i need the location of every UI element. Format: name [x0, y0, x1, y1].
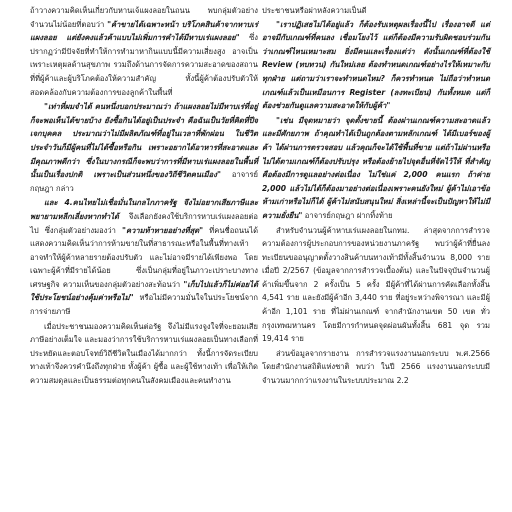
paragraph [262, 347, 490, 388]
paragraph [262, 18, 490, 113]
paragraph [30, 100, 258, 195]
paragraph [30, 4, 258, 99]
paragraph-text: เมื่อประชาชนมองความคิดเห็นต่อรัฐ จึงไม่มีแรงจูงใจที่จะยอมเสียภาษีอย่างเต็มใจ และมองว่าการใช้บริการหาบเร่แผงลอยเป็นทางเลือกที่ประหยัดและตอบโจทย์วิถีชีวิตในเมืองได้มากกว่า ทั้งนี้การจัดระเบียบทางเท้าจึงควรคำนึงถึงทุกฝ่าย ทั้งผู้ค้า ผู้ซื้อ และผู้ใช้ทางเท้า เพื่อให้เกิดความสมดุลและเป็นธรรมต่อทุกคนในสังคมเมืองและคนทำงาน [30, 321, 258, 386]
quote-text: "ความท้าทายอย่างที่สุด" [122, 225, 204, 235]
paragraph-text: ประชาชนหรือผ่าหลังความเป็นดี [262, 6, 367, 15]
quote-text: "เช่น มีจุดหมายว่า จุดตั้งขายนี้ ต้องผ่านเกณฑ์ความสะอาดแล้ว และมีศักยภาพ ถ้าคุณทำได้เป็นถูกต้องตามหลักเกณฑ์ ได้มีเบอร์ของผู้ค้า ได้ผ่านการตรวจสอบ แล้วคุณก็จะได้ใช้พื้นที่ขาย แต่ถ้าไม่ผ่านหรือไม่ได้ตามเกณฑ์ก็ต้องปรับปรุง หรือต้องย้ายไปจุดอื่นที่จัดไว้ให้ ที่สำคัญคือต้องมีการดูแลอย่างต่อเนื่อง ไม่ใช่แค่ 2,000 คนแรก ถ้าค่าย 2,000 แล้วไม่ได้ก็ต้องมาอย่างต่อเนื่องเพราะคนยังใหม่ ผู้ค้าไม่เอาข้อห้ามเก่าหรือไม่ก็ได้ ผู้ค้าไม่สนับสนุนใหม่ สิ่งเหล่านี้จะเป็นปัญหาให้ไม่มีความยั่งยืน" [262, 115, 490, 220]
highlight-text: และ 4.คนไทยไม่เชื่อมั่นในกลไกภาครัฐ จึงไม่อยากเสียภาษีและพยายามหลีกเลี่ยงหากทำได้ [30, 198, 258, 221]
paragraph [30, 320, 258, 388]
quote-text: "เท่าที่ผมจำได้ คนหนึ่งบอกประมาณว่า ถ้าแผงลอยไม่มีหาบเร่ที่อยู่ก็จะพอเห็นได้ขายบ้าง ยังซื้อกินได้อยู่เป็นประจำ คือฉันเป็นวัยที่คิดที่ปีจเจกบุคคล ประมาณว่าไม่มีผลิตภัณฑ์ที่อยู่ในเวลาที่พักผ่อน ในชีวิตประจำวันก็มีผู้คนที่ไม่ได้ซื้อหรือกิน เพราะอยากได้อาหารที่สะอาดและมีคุณภาพดีกว่า ซึ่งในบางกรณีก็จะพบว่าการที่มีหาบเร่แผงลอยในพื้นที่นั้นเป็นเรื่องปกติ เพราะเป็นส่วนหนึ่งของวิถีชีวิตคนเมือง" [30, 102, 258, 180]
paragraph [262, 224, 490, 346]
paragraph-text: ที่คนชื่อถนนได้แสดงความคิดเห็นว่าการห้ามขายในที่สาธารณะหรือในพื้นที่ทางเท้าอาจทำให้ผู้ค้าหลายรายต้องปรับตัว และไม่อาจมีรายได้เพียงพอ โดยเฉพาะผู้ค้าที่มีรายได้น้อย ซึ่งเป็นกลุ่มที่อยู่ในภาวะเปราะบางทางเศรษฐกิจ ความเห็นของกลุ่มตัวอย่างสะท้อนว่า [30, 225, 259, 289]
quote-text: "ค้าขายได้เฉพาะหน้า บริโภคสินค้าจากหาบเร่แผงลอย แต่ยังคงแล้วค้าแบบไม่เพิ่มการคำได้มีหาบเร่แผงลอย" [30, 19, 258, 43]
quote-text: "เราปฏิเสธไม่ได้อยู่แล้ว ก็ต้องรับเหตุผลเรื่องนี้ไป เรื่องอาจดี แต่อาจมีกับเกณฑ์ที่คนลง เชื่อมโยงไว้ แต่ก็ต้องมีความรับผิดชอบร่วมกันว่าเกณฑ์ไหนเหมาะสม ยิ่งมีคนและเรื่องแต่ว่า ดังนั้นเกณฑ์ที่ต้องใช้ Review (ทบทวน) กันใหม่เลย ต้องทำหนดเกณฑ์อย่างไรให้เหมาะกับทุกฝ่าย แต่ถามว่าเราจะทำหนดไหม? ก็ควรทำหนด ไม่ถือว่าทำหนดเกณฑ์แล้วเป็นเหมือนการ Register (ลงทะเบียน) กันทั้งหมด แต่ก็ต้องช่วยกันดูแลความสะอาดให้กับผู้ค้า" [262, 19, 490, 111]
paragraph-text: ส่วนข้อมูลจากรายงาน การสำรวจแรงงานนอกระบบ พ.ศ.2566 โดยสำนักงานสถิติแห่งชาติ พบว่า ในปี 2566 แรงงานนอกระบบมีจำนวนมากกว่าแรงงานในระบบประมาณ 2.2 [262, 348, 490, 386]
paragraph-text: หรือไม่มีความมั่นใจในประโยชน์จากการจ่ายภาษี [30, 293, 258, 317]
attribution-text: อาจารย์กฤษฎา ฝากทิ้งท้าย [304, 210, 393, 220]
attribution-text: อาจารย์กฤษฎา กล่าว [30, 170, 258, 193]
paragraph-text: ซึ่งปรากฏว่ามีปัจจัยที่ทำให้การทำมาหากินแบบนี้มีความเสี่ยงสูง อาจเป็นเพราะเหตุผลด้านสุขภาพ รวมถึงด้านการจัดการความสะอาดของสถานที่ที่ผู้ค้าและผู้บริโภคต้องให้ความสำคัญ ทั้งนี้ผู้ค้าต้องปรับตัวให้สอดคล้องกับความต้องการของลูกค้าในพื้นที่ [30, 33, 258, 97]
paragraph [262, 114, 490, 223]
paragraph-text: สำหรับจำนวนผู้ค้าหาบเร่แผงลอยในกทม. ล่าสุดจากการสำรวจความต้องการผู้ประกอบการของหน่วยงานภาครัฐ พบว่าผู้ค้าที่ยื่นลงทะเบียนขออนุญาตตั้งวางสินค้าบนทางเท้ามีทั้งสิ้นจำนวน 8,000 ราย เมื่อปี 2/2567 (ข้อมูลจากการสำรวจเบื้องต้น) และในปัจจุบันจำนวนผู้ค้าเพิ่มขึ้นจาก 2 ครั้งเป็น 5 ครั้ง มีผู้ค้าที่ได้ผ่านการคัดเลือกทั้งสิ้น 4,541 ราย และยังมีผู้ค้าอีก 3,440 ราย ที่อยู่ระหว่างพิจารณา และมีผู้ค้าอีก 1,101 ราย ที่ไม่ผ่านเกณฑ์ จากสำนักงานเขต 50 เขต ทั่วกรุงเทพมหานคร โดยมีการกำหนดจุดผ่อนผันทั้งสิ้น 681 จุด รวม 19,414 ราย [262, 225, 490, 344]
paragraph [262, 4, 490, 18]
left-column [30, 4, 258, 388]
paragraph [30, 196, 258, 318]
right-column [262, 4, 490, 388]
paragraph-text: จึงเลือกยังคงใช้บริการหาบเร่แผงลอยต่อไป ซึ่งกลุ่มตัวอย่างมองว่า [30, 211, 258, 235]
quote-text: "เก็บไปแล้วก็ไม่ค่อยได้ใช้ประโยชน์อย่างคุ้มค่าหรือไม่" [30, 279, 258, 303]
paragraph-text: ถ้าวางความคิดเห็นเกี่ยวกับหานเจ้แผงลอยในถนน พบกลุ่มตัวอย่างจำนวนไม่น้อยที่ตอบว่า [30, 6, 258, 29]
